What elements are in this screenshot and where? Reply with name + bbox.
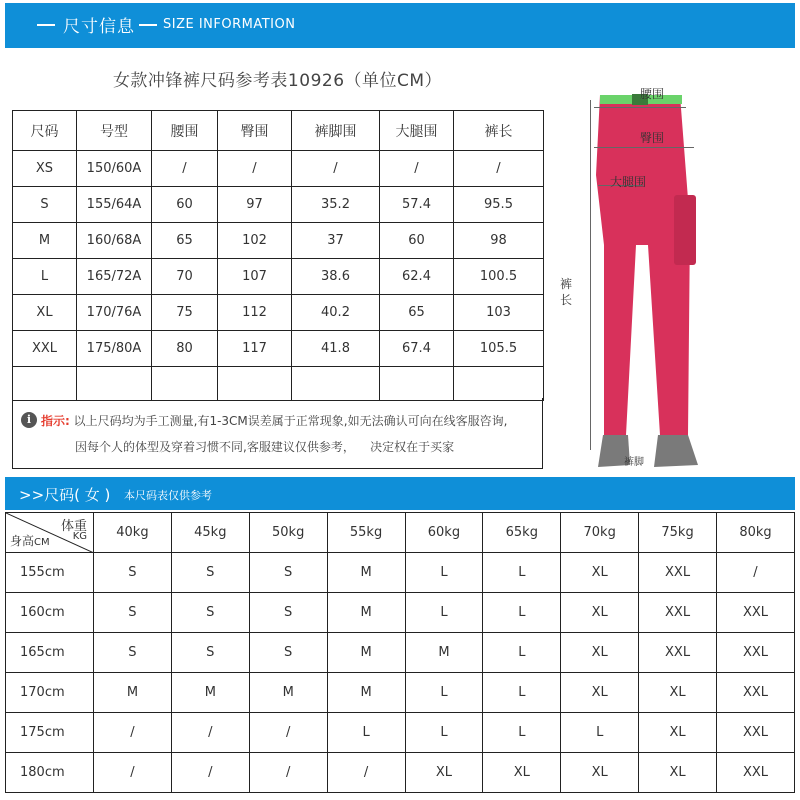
size-table-cell [292, 367, 380, 401]
size-table-cell: 57.4 [380, 187, 454, 223]
recommend-size-cell: L [405, 553, 483, 593]
height-cell: 170cm [6, 673, 94, 713]
recommend-size-cell: M [405, 633, 483, 673]
size-info-banner [5, 3, 795, 48]
size-table-cell: XS [13, 151, 77, 187]
size-table-cell: / [218, 151, 292, 187]
size-table-row [13, 223, 544, 259]
recommend-size-cell: M [327, 553, 405, 593]
side-pocket [674, 195, 696, 265]
right-shoe [654, 435, 698, 467]
weight-label: 体重 [60, 519, 87, 534]
hip-line [594, 147, 694, 148]
height-cell: 160cm [6, 593, 94, 633]
recommend-size-cell: L [483, 673, 561, 713]
height-cell: 165cm [6, 633, 94, 673]
size-table-cell: M [13, 223, 77, 259]
recommend-size-cell: S [94, 553, 172, 593]
recommend-size-cell: XL [405, 753, 483, 793]
recommend-size-cell: S [171, 593, 249, 633]
size-table-cell: 165/72A [77, 259, 152, 295]
recommend-size-cell: / [171, 753, 249, 793]
weight-header-cell: 50kg [249, 513, 327, 553]
recommend-size-cell: L [561, 713, 639, 753]
recommend-size-cell: XXL [639, 633, 717, 673]
recommend-size-cell: M [94, 673, 172, 713]
recommend-size-cell: M [249, 673, 327, 713]
recommend-size-cell: S [249, 593, 327, 633]
banner-dash-left [37, 24, 55, 26]
recommend-size-cell: / [94, 753, 172, 793]
recommend-header-row [6, 513, 795, 553]
size-table-cell: 98 [454, 223, 544, 259]
size-table-header-cell: 臀围 [218, 111, 292, 151]
pants-body [596, 95, 690, 435]
size-table-cell [218, 367, 292, 401]
size-table-row [13, 331, 544, 367]
recommend-size-cell: L [483, 593, 561, 633]
recommend-size-cell: XL [639, 753, 717, 793]
height-cell: 155cm [6, 553, 94, 593]
notice-line-2: 因每个人的体型及穿着习惯不同,客服建议仅供参考， 决定权在于买家 [75, 440, 455, 454]
size-table-cell: 95.5 [454, 187, 544, 223]
recommend-size-cell: / [249, 713, 327, 753]
pants-figure [548, 55, 798, 475]
size-table-cell: 80 [152, 331, 218, 367]
recommend-size-cell: XL [639, 713, 717, 753]
recommend-size-cell: S [94, 633, 172, 673]
size-table-cell: XXL [13, 331, 77, 367]
recommend-size-cell: XL [483, 753, 561, 793]
size-table-cell: 117 [218, 331, 292, 367]
size-table-cell [380, 367, 454, 401]
recommend-size-cell: L [327, 713, 405, 753]
recommend-size-cell: M [171, 673, 249, 713]
pants-illustration [548, 55, 798, 475]
corner-cell [6, 513, 94, 553]
size-table-cell: 75 [152, 295, 218, 331]
weight-header-cell: 75kg [639, 513, 717, 553]
recommend-size-cell: XL [561, 593, 639, 633]
size-table-cell [77, 367, 152, 401]
size-table-cell: 38.6 [292, 259, 380, 295]
recommend-row [6, 553, 795, 593]
recommend-row [6, 593, 795, 633]
height-label-wrap [10, 532, 50, 549]
length-label-1: 裤 [560, 277, 573, 291]
recommend-size-cell: S [94, 593, 172, 633]
recommend-size-cell: XXL [717, 673, 795, 713]
recommend-size-cell: XL [561, 553, 639, 593]
height-cell: 175cm [6, 713, 94, 753]
size-table-cell: / [292, 151, 380, 187]
size-table-cell: S [13, 187, 77, 223]
recommend-banner [5, 477, 795, 510]
recommend-size-cell: L [405, 593, 483, 633]
recommend-size-cell: XL [561, 753, 639, 793]
recommend-size-cell: / [171, 713, 249, 753]
size-table-header-cell: 裤脚围 [292, 111, 380, 151]
recommend-size-cell: XXL [639, 593, 717, 633]
recommend-size-cell: M [327, 673, 405, 713]
size-table-cell: 35.2 [292, 187, 380, 223]
recommend-size-cell: L [483, 713, 561, 753]
size-table-row [13, 187, 544, 223]
recommend-size-cell: L [483, 553, 561, 593]
waist-line [594, 107, 686, 108]
recommend-size-cell: XXL [717, 753, 795, 793]
recommend-row [6, 713, 795, 753]
recommend-size-cell: / [327, 753, 405, 793]
size-recommend-table [5, 512, 795, 793]
weight-header-cell: 55kg [327, 513, 405, 553]
weight-header-cell: 40kg [94, 513, 172, 553]
size-table-cell: 150/60A [77, 151, 152, 187]
size-table-cell: L [13, 259, 77, 295]
banner-title-en: SIZE INFORMATION [163, 17, 296, 32]
size-table-row [13, 151, 544, 187]
size-table-cell: 102 [218, 223, 292, 259]
recommend-size-cell: XL [561, 633, 639, 673]
size-table-cell: 170/76A [77, 295, 152, 331]
height-label: 身高 [10, 534, 35, 548]
banner-title-zh: 尺寸信息 [63, 17, 135, 37]
recommend-size-cell: L [483, 633, 561, 673]
recommend-size-cell: L [405, 673, 483, 713]
recommend-size-cell: XL [639, 673, 717, 713]
recommend-size-cell: XXL [639, 553, 717, 593]
thigh-label: 大腿围 [610, 175, 647, 189]
weight-unit: KG [72, 531, 87, 542]
size-table-cell: 62.4 [380, 259, 454, 295]
recommend-size-cell: S [249, 633, 327, 673]
height-cell: 180cm [6, 753, 94, 793]
recommend-size-cell: / [249, 753, 327, 793]
notice-box [12, 398, 543, 469]
size-table-cell: 155/64A [77, 187, 152, 223]
hem-label: 裤脚 [624, 457, 644, 468]
size-table-cell: 112 [218, 295, 292, 331]
size-table-cell [13, 367, 77, 401]
size-table-cell: / [152, 151, 218, 187]
size-chart-table [12, 110, 544, 401]
weight-header-cell: 60kg [405, 513, 483, 553]
recommend-row [6, 633, 795, 673]
size-table-cell: 37 [292, 223, 380, 259]
recommend-size-cell: M [327, 593, 405, 633]
notice-label: 指示: [41, 414, 70, 428]
size-table-row [13, 259, 544, 295]
recommend-size-cell: XXL [717, 633, 795, 673]
info-icon: i [21, 412, 37, 428]
size-table-cell: 103 [454, 295, 544, 331]
size-table-header-cell: 腰围 [152, 111, 218, 151]
recommend-size-cell: XXL [717, 713, 795, 753]
weight-header-cell: 70kg [561, 513, 639, 553]
recommend-size-cell: / [717, 553, 795, 593]
size-table-cell: 70 [152, 259, 218, 295]
size-table-header-cell: 尺码 [13, 111, 77, 151]
recommend-size-cell: XXL [717, 593, 795, 633]
size-table-cell: 175/80A [77, 331, 152, 367]
weight-header-cell: 45kg [171, 513, 249, 553]
size-table-cell: 107 [218, 259, 292, 295]
size-table-cell: 41.8 [292, 331, 380, 367]
weight-header-cell: 65kg [483, 513, 561, 553]
recommend-size-cell: S [249, 553, 327, 593]
size-table-row [13, 367, 544, 401]
size-table-header-cell: 号型 [77, 111, 152, 151]
size-table-cell: 105.5 [454, 331, 544, 367]
size-table-cell [454, 367, 544, 401]
recommend-title: >>尺码( 女 ) [19, 486, 111, 504]
size-table-cell [152, 367, 218, 401]
hip-label: 臀围 [640, 131, 665, 145]
size-table-cell: 160/68A [77, 223, 152, 259]
size-table-cell: 60 [152, 187, 218, 223]
height-unit: CM [34, 537, 50, 548]
length-line [590, 100, 591, 450]
weight-header-cell: 80kg [717, 513, 795, 553]
recommend-size-cell: S [171, 633, 249, 673]
size-table-header-row [13, 111, 544, 151]
recommend-size-cell: M [327, 633, 405, 673]
size-table-row [13, 295, 544, 331]
size-table-cell: 40.2 [292, 295, 380, 331]
size-table-header-cell: 裤长 [454, 111, 544, 151]
recommend-row [6, 753, 795, 793]
size-table-header-cell: 大腿围 [380, 111, 454, 151]
recommend-size-cell: / [94, 713, 172, 753]
banner-dash-right [139, 24, 157, 26]
length-label-2: 长 [560, 293, 573, 307]
size-table-cell: / [380, 151, 454, 187]
size-table-cell: 97 [218, 187, 292, 223]
recommend-subtitle: 本尺码表仅供参考 [124, 489, 212, 502]
notice-text-1: 以上尺码均为手工测量,有1-3CM误差属于正常现象,如无法确认可向在线客服咨询, [73, 414, 508, 428]
size-table-cell: 67.4 [380, 331, 454, 367]
recommend-size-cell: XL [561, 673, 639, 713]
notice-line-1 [41, 412, 507, 429]
recommend-row [6, 673, 795, 713]
waist-label: 腰围 [640, 87, 665, 101]
size-table-cell: / [454, 151, 544, 187]
recommend-size-cell: S [171, 553, 249, 593]
size-table-cell: 65 [152, 223, 218, 259]
size-chart-title: 女款冲锋裤尺码参考表10926（单位CM） [112, 71, 443, 91]
size-table-cell: XL [13, 295, 77, 331]
size-table-cell: 60 [380, 223, 454, 259]
size-table-cell: 100.5 [454, 259, 544, 295]
size-table-cell: 65 [380, 295, 454, 331]
recommend-size-cell: L [405, 713, 483, 753]
